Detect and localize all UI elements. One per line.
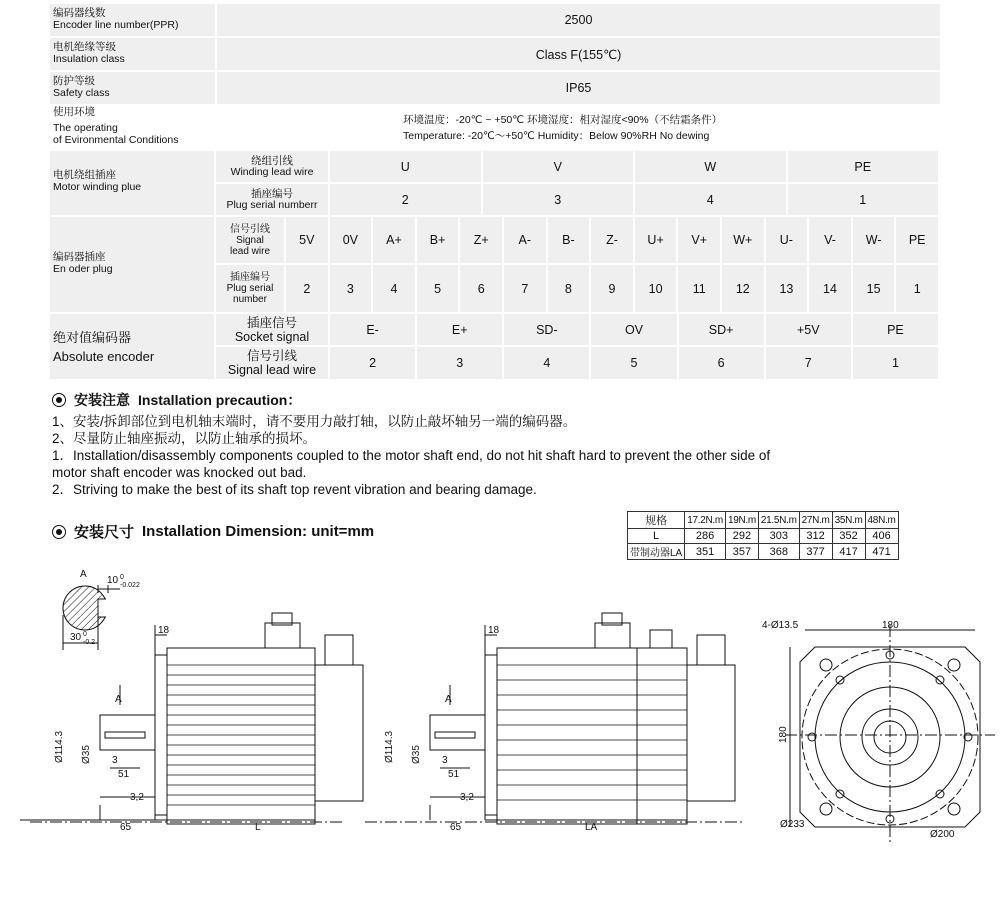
encoder-pin-cell: 4 (373, 265, 415, 312)
winding-pin-cell: 1 (788, 184, 939, 215)
key-width-tol-dn: -0.022 (120, 582, 140, 589)
encoder-pin-cell: 8 (548, 265, 590, 312)
winding-wire-cell: PE (788, 151, 939, 182)
winding-wire-cell: U (330, 151, 481, 182)
absolute-signal-cell: OV (591, 314, 676, 345)
key-len-label: 51 (118, 769, 130, 780)
absolute-pin-cell: 3 (417, 347, 502, 379)
key-width-tol-up: 0 (120, 574, 124, 581)
shaft-label: Ø35 (81, 745, 92, 764)
dimension-table (627, 511, 899, 560)
spec-label: 编码器线数 Encoder line number(PPR) (53, 7, 179, 31)
absolute-signal-cell: SD+ (679, 314, 764, 345)
encoder-signal-cell: B- (548, 217, 590, 263)
winding-row2-label: 插座编号 Plug serial numberr (216, 184, 328, 215)
dimension-heading: 安装尺寸 Installation Dimension: unit=mm (52, 521, 374, 542)
encoder-signal-cell: W+ (722, 217, 764, 263)
key-depth-tol-dn: -0.2 (83, 639, 96, 646)
pcd-label: Ø200 (930, 829, 955, 840)
absolute-pin-cell: 1 (853, 347, 938, 379)
table-cell: L (628, 529, 685, 544)
table-cell: 303 (758, 529, 799, 544)
encoder-signal-cell: A- (504, 217, 546, 263)
pcd-outer-label: Ø233 (780, 819, 805, 830)
environment-value: 环境温度：-20℃ ~ +50℃ 环境湿度：相对湿度<90%（不结霜条件） Temperature: -20℃～+50℃ Humidity：Below 90%RH No dewing (403, 114, 723, 142)
key-depth-tol-up: 0 (83, 631, 87, 638)
table-cell: 21.5N.m (758, 512, 799, 529)
encoder-pin-cell: 6 (460, 265, 502, 312)
encoder-row1-label: 信号引线 Signal lead wire (216, 217, 284, 263)
flange-thk-label: 18 (488, 625, 500, 636)
motor-brake-side-view (365, 613, 745, 824)
table-cell: 417 (832, 544, 865, 560)
absolute-row2-label: 信号引线 Signal lead wire (216, 347, 328, 379)
table-cell: 35N.m (832, 512, 865, 529)
spec-value: Class F(155℃) (215, 38, 940, 70)
encoder-signal-cell: U+ (635, 217, 677, 263)
encoder-signal-cell: 0V (330, 217, 372, 263)
pilot-label: Ø114.3 (54, 730, 65, 763)
spec-row-safety (50, 72, 940, 104)
encoder-pin-cell: 7 (504, 265, 546, 312)
encoder-signal-cell: B+ (417, 217, 459, 263)
section-label: A (445, 694, 452, 705)
spec-row-environment (50, 104, 940, 150)
spigot-label: 3,2 (460, 792, 474, 803)
table-cell: 357 (725, 544, 758, 560)
winding-row1-label: 绕组引线 Winding lead wire (216, 151, 328, 182)
encoder-pin-cell: 11 (678, 265, 720, 312)
spec-label: 电机绝缘等级 Insulation class (53, 41, 125, 65)
encoder-pin-cell: 9 (591, 265, 633, 312)
spec-row-insulation (50, 38, 940, 70)
winding-pin-cell: 3 (483, 184, 634, 215)
spec-label: 防护等级 Safety class (53, 75, 110, 99)
shaft-label: Ø35 (411, 745, 422, 764)
section-label: A (115, 694, 122, 705)
absolute-encoder-label: 绝对值编码器 Absolute encoder (50, 314, 214, 379)
table-row (628, 529, 899, 544)
table-cell: 17.2N.m (685, 512, 726, 529)
section-label: A (80, 569, 87, 580)
table-row (628, 512, 899, 529)
encoder-signal-cell: W- (853, 217, 895, 263)
spec-value: IP65 (215, 72, 940, 104)
encoder-pin-cell: 13 (766, 265, 808, 312)
encoder-plug-label: 编码器插座 En oder plug (50, 217, 214, 312)
table-cell: 312 (799, 529, 832, 544)
table-cell: 406 (865, 529, 898, 544)
flange-thk-label: 18 (158, 625, 170, 636)
encoder-pin-cell: 12 (722, 265, 764, 312)
encoder-pin-cell: 5 (417, 265, 459, 312)
table-cell: 352 (832, 529, 865, 544)
body-len-label: L (255, 822, 261, 833)
shaft-len-label: 65 (450, 822, 462, 833)
absolute-signal-cell: E- (330, 314, 415, 345)
encoder-signal-cell: V- (809, 217, 851, 263)
table-cell: 带制动器LA (628, 544, 685, 560)
absolute-signal-cell: SD- (504, 314, 589, 345)
body-len-label: LA (585, 822, 598, 833)
encoder-row2-label: 插座编号 Plug serial number (216, 265, 284, 312)
holes-label: 4-Ø13.5 (762, 620, 799, 631)
encoder-pin-cell: 3 (330, 265, 372, 312)
bullet-target-icon (52, 525, 66, 539)
winding-wire-cell: W (635, 151, 786, 182)
table-cell: 286 (685, 529, 726, 544)
encoder-pin-cell: 2 (286, 265, 328, 312)
absolute-pin-cell: 7 (766, 347, 851, 379)
motor-winding-label: 电机绕组插座 Motor winding plue (50, 151, 214, 215)
shaft-len-label: 65 (120, 822, 132, 833)
motor-side-view (20, 613, 363, 824)
absolute-pin-cell: 2 (330, 347, 415, 379)
spec-value: 2500 (215, 4, 940, 36)
encoder-pin-cell: 10 (635, 265, 677, 312)
key-offset-label: 3 (442, 755, 448, 766)
absolute-signal-cell: +5V (766, 314, 851, 345)
winding-pin-cell: 2 (330, 184, 481, 215)
environment-label: 使用环境 The operating of Evironmental Conditions (53, 106, 179, 146)
table-cell: 19N.m (725, 512, 758, 529)
precaution-text: 1、安装/拆卸部位到电机轴末端时，请不要用力敲打轴，以防止敲坏轴另一端的编码器。 2、尽量防止轴座振动，以防止轴承的损坏。 1．Installation/disassembly components coupled to the motor shaft end, do not hit shaft hard to prevent the other side of motor shaft encoder was knocked out bad. 2．Striving to make the best of its shaft top revent vibration and bearing damage. (52, 414, 771, 497)
encoder-pin-cell: 15 (853, 265, 895, 312)
winding-wire-cell: V (483, 151, 634, 182)
flange-front-view (785, 625, 995, 845)
table-cell: 368 (758, 544, 799, 560)
winding-pin-cell: 4 (635, 184, 786, 215)
encoder-pin-cell: 1 (896, 265, 938, 312)
absolute-row1-label: 插座信号 Socket signal (216, 314, 328, 345)
absolute-signal-cell: E+ (417, 314, 502, 345)
table-cell: 377 (799, 544, 832, 560)
bullet-target-icon (52, 393, 66, 407)
absolute-pin-cell: 6 (679, 347, 764, 379)
key-width-label: 10 (107, 575, 119, 586)
table-cell: 48N.m (865, 512, 898, 529)
key-len-label: 51 (448, 769, 460, 780)
absolute-signal-cell: PE (853, 314, 938, 345)
encoder-pin-cell: 14 (809, 265, 851, 312)
square-label: 180 (882, 620, 899, 631)
installation-drawing (0, 555, 1000, 900)
encoder-signal-cell: V+ (678, 217, 720, 263)
table-cell: 351 (685, 544, 726, 560)
table-cell: 471 (865, 544, 898, 560)
encoder-signal-cell: 5V (286, 217, 328, 263)
absolute-pin-cell: 5 (591, 347, 676, 379)
side-label: 180 (778, 726, 789, 743)
spec-row-encoder-lines (50, 4, 940, 36)
table-cell: 292 (725, 529, 758, 544)
encoder-signal-cell: U- (766, 217, 808, 263)
encoder-signal-cell: Z- (591, 217, 633, 263)
key-offset-label: 3 (112, 755, 118, 766)
precaution-heading: 安装注意 Installation precaution： (52, 390, 301, 410)
encoder-signal-cell: A+ (373, 217, 415, 263)
spigot-label: 3,2 (130, 792, 144, 803)
table-cell: 规格 (628, 512, 685, 529)
pilot-label: Ø114.3 (384, 730, 395, 763)
table-cell: 27N.m (799, 512, 832, 529)
absolute-pin-cell: 4 (504, 347, 589, 379)
key-depth-label: 30 (70, 632, 82, 643)
encoder-signal-cell: Z+ (460, 217, 502, 263)
encoder-signal-cell: PE (896, 217, 938, 263)
